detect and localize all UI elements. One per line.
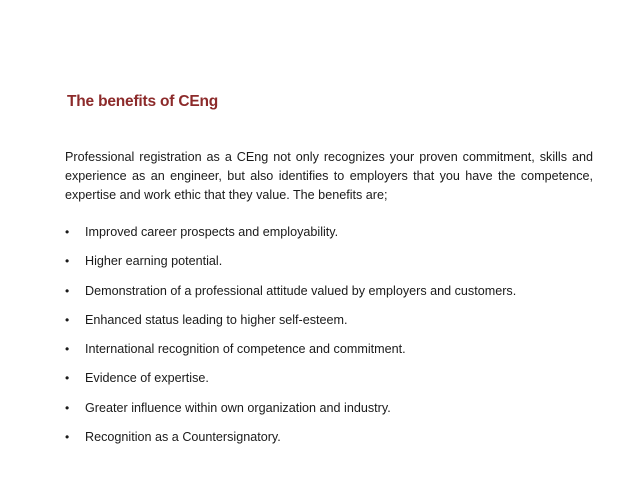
list-item-text: Enhanced status leading to higher self-esteem. xyxy=(85,312,348,327)
list-item-text: Demonstration of a professional attitude valued by employers and customers. xyxy=(85,283,517,298)
list-item xyxy=(65,282,625,311)
list-item-text: Greater influence within own organization and industry. xyxy=(85,400,391,415)
list-item xyxy=(65,252,625,281)
list-item-text: Evidence of expertise. xyxy=(85,371,209,386)
list-item xyxy=(65,340,625,369)
list-item-text: International recognition of competence and commitment. xyxy=(85,342,406,357)
bullet-icon: • xyxy=(65,254,70,269)
intro-paragraph: Professional registration as a CEng not only recognizes your proven commitment, skills and experience as an engineer, but also identifies to employers that you have the competence, expertise and work ethic that they value. The benefits are; xyxy=(65,150,593,202)
list-item xyxy=(65,369,625,398)
list-item-text: Higher earning potential. xyxy=(85,254,223,269)
bullet-icon: • xyxy=(65,400,70,415)
bullet-icon: • xyxy=(65,283,70,298)
bullet-icon: • xyxy=(65,430,70,445)
slide-title: The benefits of CEng xyxy=(67,93,219,110)
benefits-list xyxy=(65,223,625,457)
bullet-icon: • xyxy=(65,225,70,239)
list-item xyxy=(65,223,625,252)
list-item-text: Recognition as a Countersignatory. xyxy=(85,430,281,445)
list-item-text: Improved career prospects and employability. xyxy=(85,225,339,239)
bullet-icon: • xyxy=(65,342,70,357)
list-item xyxy=(65,399,625,428)
bullet-icon: • xyxy=(65,312,70,327)
bullet-icon: • xyxy=(65,371,70,386)
list-item xyxy=(65,311,625,340)
list-item xyxy=(65,428,625,457)
